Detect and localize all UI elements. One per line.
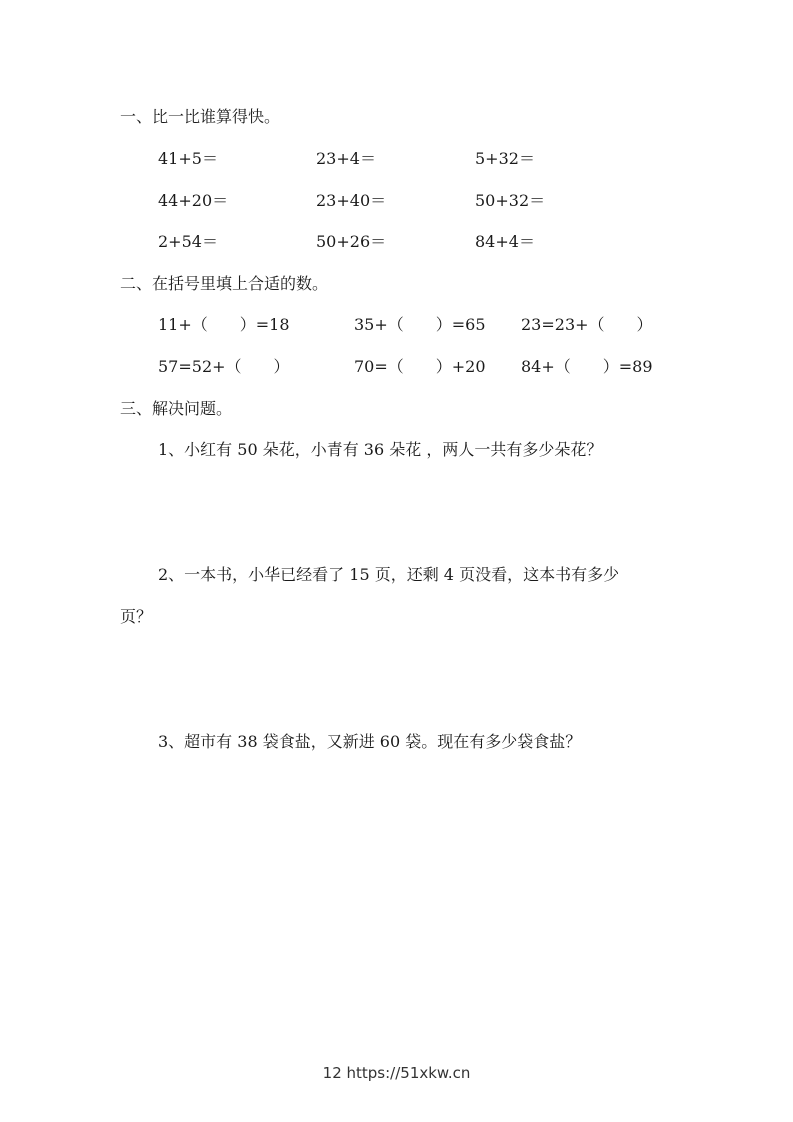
section1-heading: 一、比一比谁算得快。 [120, 107, 281, 126]
s2-r1-c1: 11+（ ）=18 [158, 315, 290, 334]
question-1: 1、小红有 50 朵花，小青有 36 朵花 ，两人一共有多少朵花？ [158, 440, 603, 459]
question-2-line1: 2、一本书，小华已经看了 15 页，还剩 4 页没看，这本书有多少 [158, 565, 620, 584]
s1-r1-c3: 5+32＝ [475, 149, 535, 168]
s2-r2-c3: 84+（ ）=89 [521, 357, 653, 376]
s1-r3-c1: 2+54＝ [158, 232, 218, 251]
s1-r1-c1: 41+5＝ [158, 149, 218, 168]
section2-heading: 二、在括号里填上合适的数。 [120, 274, 329, 293]
question-2-line2: 页？ [120, 607, 153, 626]
s2-r2-c2: 70=（ ）+20 [354, 357, 486, 376]
s2-r1-c3: 23=23+（ ） [521, 315, 653, 334]
s1-r2-c3: 50+32＝ [475, 191, 546, 210]
section3-heading: 三、解决问题。 [120, 399, 233, 418]
s1-r2-c1: 44+20＝ [158, 191, 229, 210]
s1-r3-c3: 84+4＝ [475, 232, 535, 251]
s2-r1-c2: 35+（ ）=65 [354, 315, 486, 334]
s1-r2-c2: 23+40＝ [316, 191, 387, 210]
page-footer: 12 https://51xkw.cn [322, 1064, 471, 1082]
s1-r3-c2: 50+26＝ [316, 232, 387, 251]
question-3: 3、超市有 38 袋食盐，又新进 60 袋。现在有多少袋食盐？ [158, 732, 582, 751]
s2-r2-c1: 57=52+（ ） [158, 357, 290, 376]
s1-r1-c2: 23+4＝ [316, 149, 376, 168]
